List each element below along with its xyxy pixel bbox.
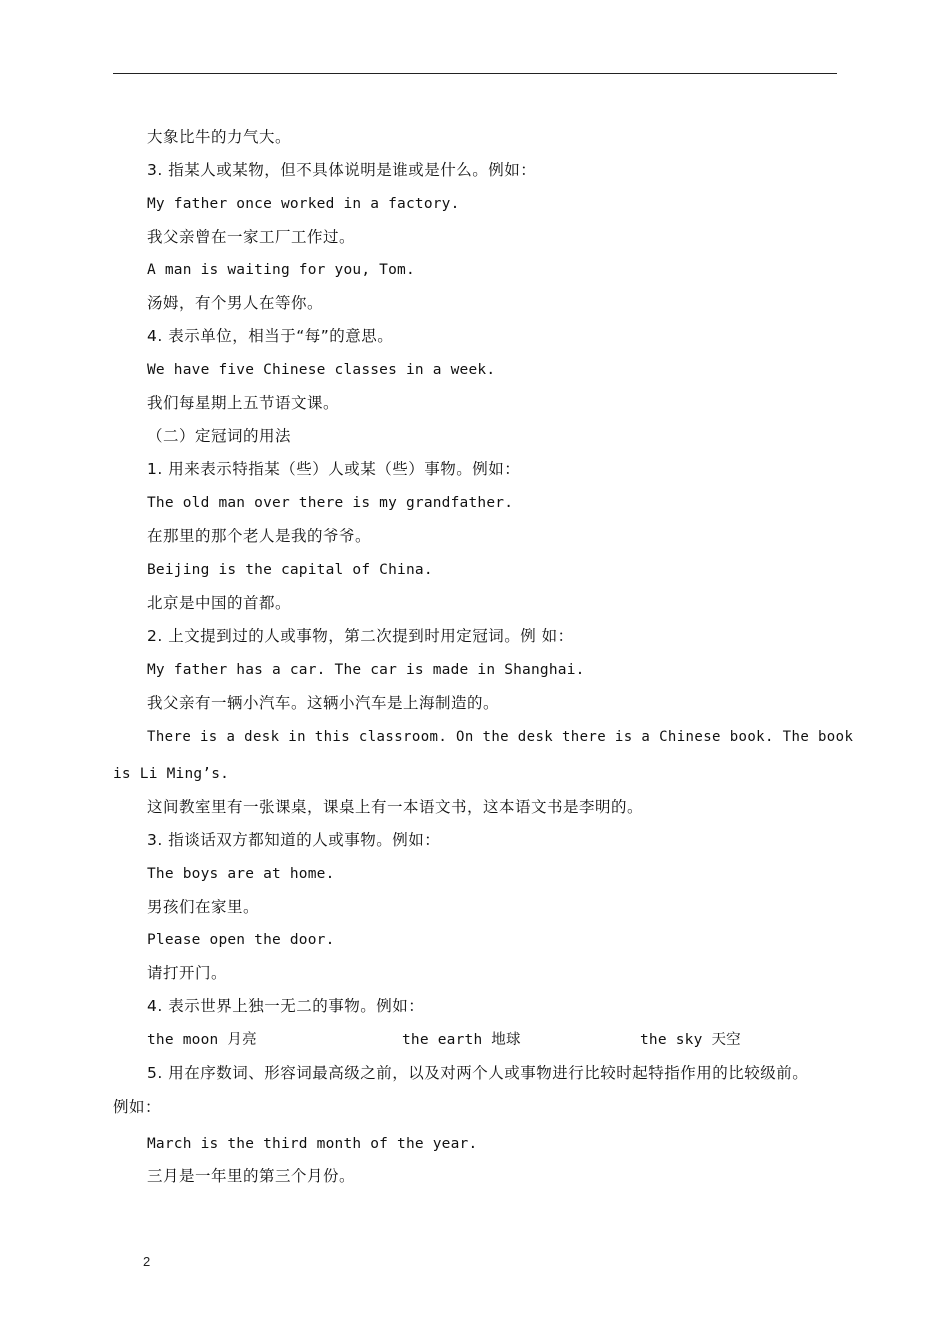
text-line-2: 3. 指某人或某物，但不具体说明是谁或是什么。例如： bbox=[147, 161, 537, 179]
text-line-5: A man is waiting for you, Tom. bbox=[147, 262, 415, 278]
text-line-13: 在那里的那个老人是我的爷爷。 bbox=[147, 527, 372, 545]
example-earth: the earth 地球 bbox=[402, 1032, 521, 1048]
text-line-24: 男孩们在家里。 bbox=[147, 898, 260, 916]
text-line-31: March is the third month of the year. bbox=[147, 1136, 478, 1152]
text-line-7: 4. 表示单位，相当于“每”的意思。 bbox=[147, 327, 394, 345]
text-line-1: 大象比牛的力气大。 bbox=[147, 128, 292, 146]
text-line-21: 这间教室里有一张课桌，课桌上有一本语文书，这本语文书是李明的。 bbox=[147, 798, 644, 816]
text-line-12: The old man over there is my grandfather. bbox=[147, 495, 514, 511]
text-line-18: 我父亲有一辆小汽车。这辆小汽车是上海制造的。 bbox=[147, 694, 500, 712]
text-line-20: is Li Ming’s. bbox=[113, 766, 230, 782]
text-line-26: 请打开门。 bbox=[147, 964, 228, 982]
text-line-6: 汤姆，有个男人在等你。 bbox=[147, 294, 324, 312]
text-line-27: 4. 表示世界上独一无二的事物。例如： bbox=[147, 997, 425, 1015]
text-line-25: Please open the door. bbox=[147, 932, 335, 948]
text-line-17: My father has a car. The car is made in Shanghai. bbox=[147, 662, 585, 678]
text-line-19: There is a desk in this classroom. On the desk there is a Chinese book. The book bbox=[147, 729, 854, 745]
text-line-3: My father once worked in a factory. bbox=[147, 196, 460, 212]
text-line-8: We have five Chinese classes in a week. bbox=[147, 362, 496, 378]
text-line-9: 我们每星期上五节语文课。 bbox=[147, 394, 340, 412]
text-line-23: The boys are at home. bbox=[147, 866, 335, 882]
section-heading: （二）定冠词的用法 bbox=[147, 427, 292, 445]
page-number: 2 bbox=[143, 1254, 151, 1269]
example-sky: the sky 天空 bbox=[640, 1032, 741, 1048]
text-line-11: 1. 用来表示特指某（些）人或某（些）事物。例如： bbox=[147, 460, 521, 478]
text-line-29: 5. 用在序数词、形容词最高级之前，以及对两个人或事物进行比较时起特指作用的比较级前。 bbox=[147, 1064, 809, 1082]
text-line-4: 我父亲曾在一家工厂工作过。 bbox=[147, 228, 356, 246]
text-line-30: 例如： bbox=[113, 1098, 162, 1116]
header-rule bbox=[113, 73, 837, 74]
text-line-16: 2. 上文提到过的人或事物，第二次提到时用定冠词。例 如： bbox=[147, 627, 574, 645]
text-line-14: Beijing is the capital of China. bbox=[147, 562, 433, 578]
text-line-15: 北京是中国的首都。 bbox=[147, 594, 292, 612]
text-line-32: 三月是一年里的第三个月份。 bbox=[147, 1167, 356, 1185]
text-line-22: 3. 指谈话双方都知道的人或事物。例如： bbox=[147, 831, 441, 849]
example-moon: the moon 月亮 bbox=[147, 1032, 257, 1048]
